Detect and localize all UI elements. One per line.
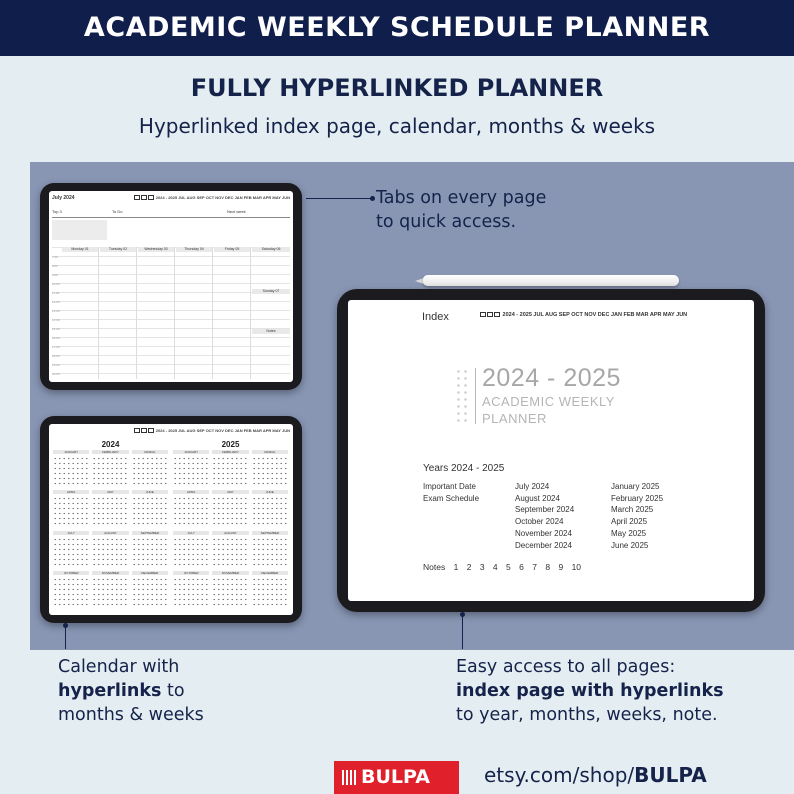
month-days[interactable] — [132, 577, 168, 606]
time-label: 14:00 — [52, 318, 60, 322]
month-calendar[interactable] — [132, 571, 168, 608]
weekly-grid — [52, 247, 290, 379]
month-calendar[interactable] — [173, 490, 209, 527]
month-name: MAY — [92, 490, 128, 494]
note-link[interactable]: 9 — [558, 562, 564, 572]
month-name: MAY — [212, 490, 248, 494]
month-calendar[interactable] — [252, 490, 288, 527]
calendar-tabs-text[interactable]: 2024 - 2025 JUL AUG SEP OCT NOV DEC JAN FEB MAR APR MAY JUN — [155, 428, 290, 433]
month-days[interactable] — [132, 496, 168, 525]
weekly-labels — [52, 209, 290, 217]
logo-mark-icon — [342, 770, 357, 785]
tablet-index — [337, 289, 765, 612]
month-calendar[interactable] — [92, 571, 128, 608]
index-column-2025 — [611, 481, 663, 551]
tabs-annotation — [376, 186, 546, 234]
month-calendar[interactable] — [92, 490, 128, 527]
notes-links — [423, 562, 587, 572]
month-days[interactable] — [212, 456, 248, 485]
time-label: 12:00 — [52, 300, 60, 304]
cover-year: 2024 - 2025 — [482, 364, 621, 392]
index-link[interactable]: Important Date — [423, 482, 476, 491]
month-calendar[interactable] — [132, 490, 168, 527]
month-calendar[interactable] — [53, 531, 89, 568]
month-calendar[interactable] — [173, 450, 209, 487]
month-calendar[interactable] — [173, 571, 209, 608]
cover-subtitle: PLANNER — [482, 411, 547, 426]
time-label: 10:00 — [52, 282, 60, 286]
index-annotation-line2 — [456, 679, 724, 703]
month-name: AUGUST — [212, 531, 248, 535]
month-calendar[interactable] — [252, 571, 288, 608]
month-name: NOVEMBER — [92, 571, 128, 575]
month-name: JANUARY — [53, 450, 89, 454]
cover-subtitle: ACADEMIC WEEKLY — [482, 394, 615, 409]
month-days[interactable] — [92, 496, 128, 525]
calendar-tab-strip[interactable] — [134, 428, 290, 433]
calendar-icon[interactable] — [141, 195, 147, 200]
time-label: 19:00 — [52, 363, 60, 367]
note-link[interactable]: 7 — [532, 562, 537, 572]
note-link[interactable]: 6 — [519, 562, 524, 572]
dot-decoration — [455, 368, 469, 422]
month-days[interactable] — [252, 456, 288, 485]
month-days[interactable] — [53, 537, 89, 566]
day-header[interactable]: Thursday 04 — [176, 247, 212, 252]
calendar-pointer-line — [65, 625, 66, 649]
list-icon[interactable] — [134, 195, 140, 200]
month-calendar[interactable] — [252, 531, 288, 568]
month-calendar[interactable] — [53, 490, 89, 527]
month-days[interactable] — [173, 496, 209, 525]
index-link[interactable]: Exam Schedule — [423, 493, 480, 503]
time-label: 8:00 — [52, 264, 58, 268]
notes-icon[interactable] — [148, 428, 154, 433]
month-calendar[interactable] — [132, 450, 168, 487]
months-2025 — [173, 450, 288, 608]
month-calendar[interactable] — [212, 450, 248, 487]
time-label: 20:00 — [52, 372, 60, 376]
month-days[interactable] — [173, 577, 209, 606]
month-name: OCTOBER — [173, 571, 209, 575]
note-link[interactable]: 3 — [479, 562, 485, 572]
time-label: 13:00 — [52, 309, 60, 313]
month-name: JUNE — [132, 490, 168, 494]
logo-text: BULPA — [361, 766, 430, 788]
grid-divider — [174, 247, 175, 379]
index-column-2024 — [515, 481, 574, 551]
calendar-annotation-line3: months & weeks — [58, 705, 204, 725]
calendar-icon[interactable] — [141, 428, 147, 433]
index-tabs-text[interactable]: 2024 - 2025 JUL AUG SEP OCT NOV DEC JAN FEB MAR APR MAY JUN — [502, 312, 688, 318]
tabs-pointer-line — [306, 198, 372, 199]
month-link[interactable]: August 2024 — [515, 493, 560, 503]
index-annotation — [456, 655, 724, 727]
grid-divider — [250, 247, 251, 379]
list-icon[interactable] — [134, 428, 140, 433]
time-label: 17:00 — [52, 345, 60, 349]
month-name: MARCH — [132, 450, 168, 454]
month-calendar[interactable] — [53, 571, 89, 608]
month-name: SEPTEMBER — [252, 531, 288, 535]
day-header[interactable]: Saturday 06 — [252, 247, 290, 252]
month-days[interactable] — [212, 496, 248, 525]
weekly-screen — [49, 191, 293, 382]
month-days[interactable] — [252, 496, 288, 525]
tabs-pointer-dot — [370, 196, 375, 201]
note-link[interactable]: 4 — [492, 562, 498, 572]
tablet-calendar — [40, 416, 302, 623]
month-name: FEBRUARY — [92, 450, 128, 454]
month-days[interactable] — [132, 537, 168, 566]
shop-url-name: BULPA — [634, 763, 707, 787]
month-calendar[interactable] — [173, 531, 209, 568]
month-calendar[interactable] — [92, 531, 128, 568]
label-next-week: Next week — [227, 209, 246, 214]
month-days[interactable] — [132, 456, 168, 485]
bulpa-logo[interactable] — [334, 761, 459, 794]
month-link[interactable]: July 2024 — [515, 482, 550, 491]
month-link[interactable]: October 2024 — [515, 517, 564, 527]
month-link[interactable]: December 2024 — [515, 540, 572, 550]
tabs-annotation-line1: Tabs on every page — [376, 188, 547, 208]
month-days[interactable] — [53, 496, 89, 525]
time-label: 11:00 — [52, 291, 60, 295]
month-name: JULY — [53, 531, 89, 535]
month-calendar[interactable] — [53, 450, 89, 487]
day-header[interactable]: Sunday 07 — [252, 289, 290, 294]
month-days[interactable] — [92, 537, 128, 566]
note-link[interactable]: 2 — [466, 562, 472, 572]
month-calendar[interactable] — [92, 450, 128, 487]
month-days[interactable] — [92, 577, 128, 606]
page-subheading: Hyperlinked index page, calendar, months & weeks — [138, 114, 656, 138]
notes-icon[interactable] — [494, 312, 500, 317]
grid-divider — [212, 247, 213, 379]
index-pointer-line — [462, 614, 463, 649]
month-calendar[interactable] — [212, 571, 248, 608]
notes-header[interactable]: Notes — [252, 329, 290, 334]
grid-divider — [98, 247, 99, 379]
month-name: SEPTEMBER — [132, 531, 168, 535]
weekly-top-area — [52, 217, 290, 243]
time-label: 16:00 — [52, 336, 60, 340]
month-days[interactable] — [92, 456, 128, 485]
shop-link[interactable] — [484, 763, 707, 787]
index-screen — [348, 300, 754, 601]
calendar-annotation-bold: hyperlinks — [58, 681, 162, 701]
month-link[interactable]: January 2025 — [611, 482, 660, 491]
page-heading: FULLY HYPERLINKED PLANNER — [190, 74, 604, 102]
calendar-screen — [49, 424, 293, 615]
tablet-weekly — [40, 183, 302, 390]
weekly-tab-strip[interactable] — [134, 195, 290, 200]
calendar-annotation — [58, 655, 204, 727]
month-name: APRIL — [53, 490, 89, 494]
month-days[interactable] — [252, 577, 288, 606]
month-days[interactable] — [53, 456, 89, 485]
notes-icon[interactable] — [148, 195, 154, 200]
note-link[interactable]: 10 — [571, 562, 582, 572]
index-annotation-line3: to year, months, weeks, note. — [456, 705, 718, 725]
notes-label[interactable]: Notes — [423, 562, 446, 572]
calendar-annotation-rest: to — [161, 681, 185, 701]
index-tab-strip[interactable] — [480, 312, 687, 318]
month-name: OCTOBER — [53, 571, 89, 575]
label-top3: Top 3 — [52, 209, 62, 214]
month-days[interactable] — [252, 537, 288, 566]
month-days[interactable] — [173, 537, 209, 566]
month-link[interactable]: April 2025 — [611, 517, 648, 527]
time-label: 9:00 — [52, 273, 58, 277]
month-name: DECEMBER — [252, 571, 288, 575]
month-name: DECEMBER — [132, 571, 168, 575]
month-link[interactable]: May 2025 — [611, 528, 647, 538]
calendar-annotation-line1: Calendar with — [58, 657, 180, 677]
day-header[interactable]: Wednesday 03 — [138, 247, 174, 252]
day-header[interactable]: Tuesday 02 — [100, 247, 136, 252]
month-days[interactable] — [173, 456, 209, 485]
index-annotation-bold: index page with hyperlinks — [456, 681, 724, 701]
month-calendar[interactable] — [212, 490, 248, 527]
month-calendar[interactable] — [212, 531, 248, 568]
tabs-annotation-line2: to quick access. — [376, 212, 517, 232]
label-todo: To Do — [112, 209, 123, 214]
month-link[interactable]: September 2024 — [515, 505, 575, 515]
month-name: JUNE — [252, 490, 288, 494]
index-annotation-line1: Easy access to all pages: — [456, 657, 676, 677]
months-2024 — [53, 450, 168, 608]
time-label: 7:00 — [52, 255, 58, 259]
month-calendar[interactable] — [252, 450, 288, 487]
note-link[interactable]: 8 — [545, 562, 551, 572]
month-name: JULY — [173, 531, 209, 535]
list-icon[interactable] — [480, 312, 486, 317]
weekly-title: July 2024 — [52, 195, 75, 201]
index-column-special — [423, 481, 479, 504]
month-link[interactable]: June 2025 — [611, 540, 649, 550]
years-link[interactable]: Years 2024 - 2025 — [423, 463, 505, 474]
top3-box[interactable] — [52, 220, 107, 240]
day-header[interactable]: Friday 05 — [214, 247, 250, 252]
title-divider — [475, 368, 476, 424]
month-days[interactable] — [53, 577, 89, 606]
weekly-tabs-text[interactable]: 2024 - 2025 JUL AUG SEP OCT NOV DEC JAN FEB MAR APR MAY JUN — [155, 195, 290, 200]
month-days[interactable] — [212, 537, 248, 566]
calendar-annotation-line2 — [58, 679, 204, 703]
shop-url-prefix: etsy.com/shop/ — [484, 763, 635, 787]
time-label: 18:00 — [52, 354, 60, 358]
month-name: FEBRUARY — [212, 450, 248, 454]
month-name: AUGUST — [92, 531, 128, 535]
month-link[interactable]: March 2025 — [611, 505, 654, 515]
month-name: APRIL — [173, 490, 209, 494]
month-name: NOVEMBER — [212, 571, 248, 575]
month-link[interactable]: November 2024 — [515, 528, 572, 538]
day-header[interactable]: Monday 01 — [62, 247, 98, 252]
calendar-icon[interactable] — [487, 312, 493, 317]
month-name: JANUARY — [173, 450, 209, 454]
time-label: 15:00 — [52, 327, 60, 331]
month-calendar[interactable] — [132, 531, 168, 568]
note-link[interactable]: 1 — [453, 562, 459, 572]
year-label-2025[interactable]: 2025 — [221, 440, 240, 449]
top-banner: ACADEMIC WEEKLY SCHEDULE PLANNER — [0, 0, 794, 56]
grid-divider — [136, 247, 137, 379]
index-title: Index — [422, 311, 449, 323]
month-days[interactable] — [212, 577, 248, 606]
year-label-2024[interactable]: 2024 — [101, 440, 120, 449]
stylus-pencil — [423, 275, 679, 286]
month-name: MARCH — [252, 450, 288, 454]
month-link[interactable]: February 2025 — [611, 493, 664, 503]
note-link[interactable]: 5 — [506, 562, 511, 572]
